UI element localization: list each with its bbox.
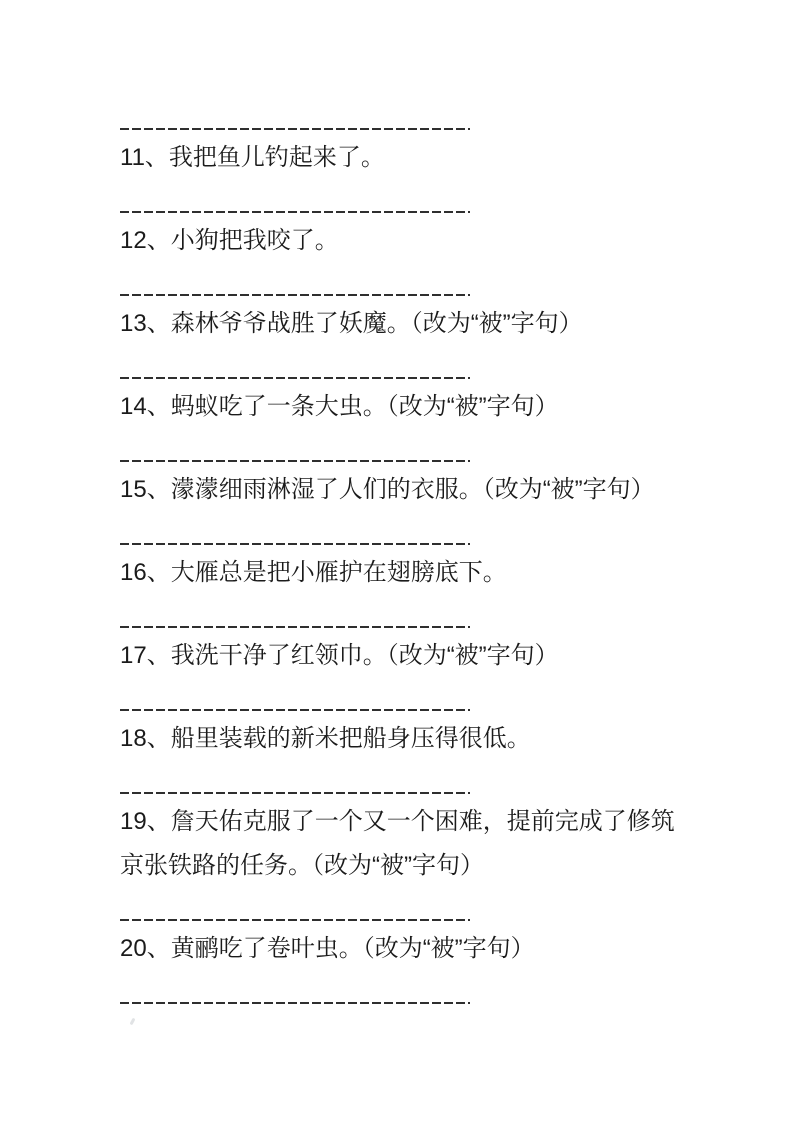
worksheet-item-14 [120,385,692,462]
question-text-18: 18、船里装载的新米把船身压得很低。 [120,725,531,752]
answer-blank-line [120,211,470,213]
worksheet-item-15 [120,468,692,545]
worksheet-item-13 [120,302,692,379]
question-text-12: 12、小狗把我咬了。 [120,227,339,254]
answer-blank-line [120,709,470,711]
worksheet-item-16 [120,551,692,628]
answer-blank-line [120,1002,470,1004]
answer-blank-line [120,460,470,462]
question-text-17: 17、我洗干净了红领巾。（改为“被”字句） [120,642,559,669]
answer-blank-line [120,543,470,545]
question-text-13: 13、森林爷爷战胜了妖魔。（改为“被”字句） [120,310,583,337]
answer-blank-line [120,626,470,628]
worksheet-item-18 [120,717,692,794]
worksheet-item-11 [120,136,692,213]
worksheet-item-17 [120,634,692,711]
scan-artifact-mark [130,1018,136,1026]
answer-blank-line [120,294,470,296]
question-text-19: 19、詹天佑克服了一个又一个困难，提前完成了修筑京张铁路的任务。（改为“被”字句） [120,808,675,879]
question-text-16: 16、大雁总是把小雁护在翅膀底下。 [120,559,507,586]
question-text-20: 20、黄鹂吃了卷叶虫。（改为“被”字句） [120,935,535,962]
question-text-11: 11、我把鱼儿钓起来了。 [120,144,385,171]
answer-blank-line [120,919,470,921]
worksheet-content [120,128,692,1004]
worksheet-item-19 [120,800,692,921]
answer-blank-line [120,792,470,794]
worksheet-item-12 [120,219,692,296]
question-text-14: 14、蚂蚁吃了一条大虫。（改为“被”字句） [120,393,559,420]
worksheet-item-20 [120,927,692,1004]
answer-blank-line [120,128,470,130]
answer-blank-line [120,377,470,379]
question-text-15: 15、濛濛细雨淋湿了人们的衣服。（改为“被”字句） [120,476,655,503]
